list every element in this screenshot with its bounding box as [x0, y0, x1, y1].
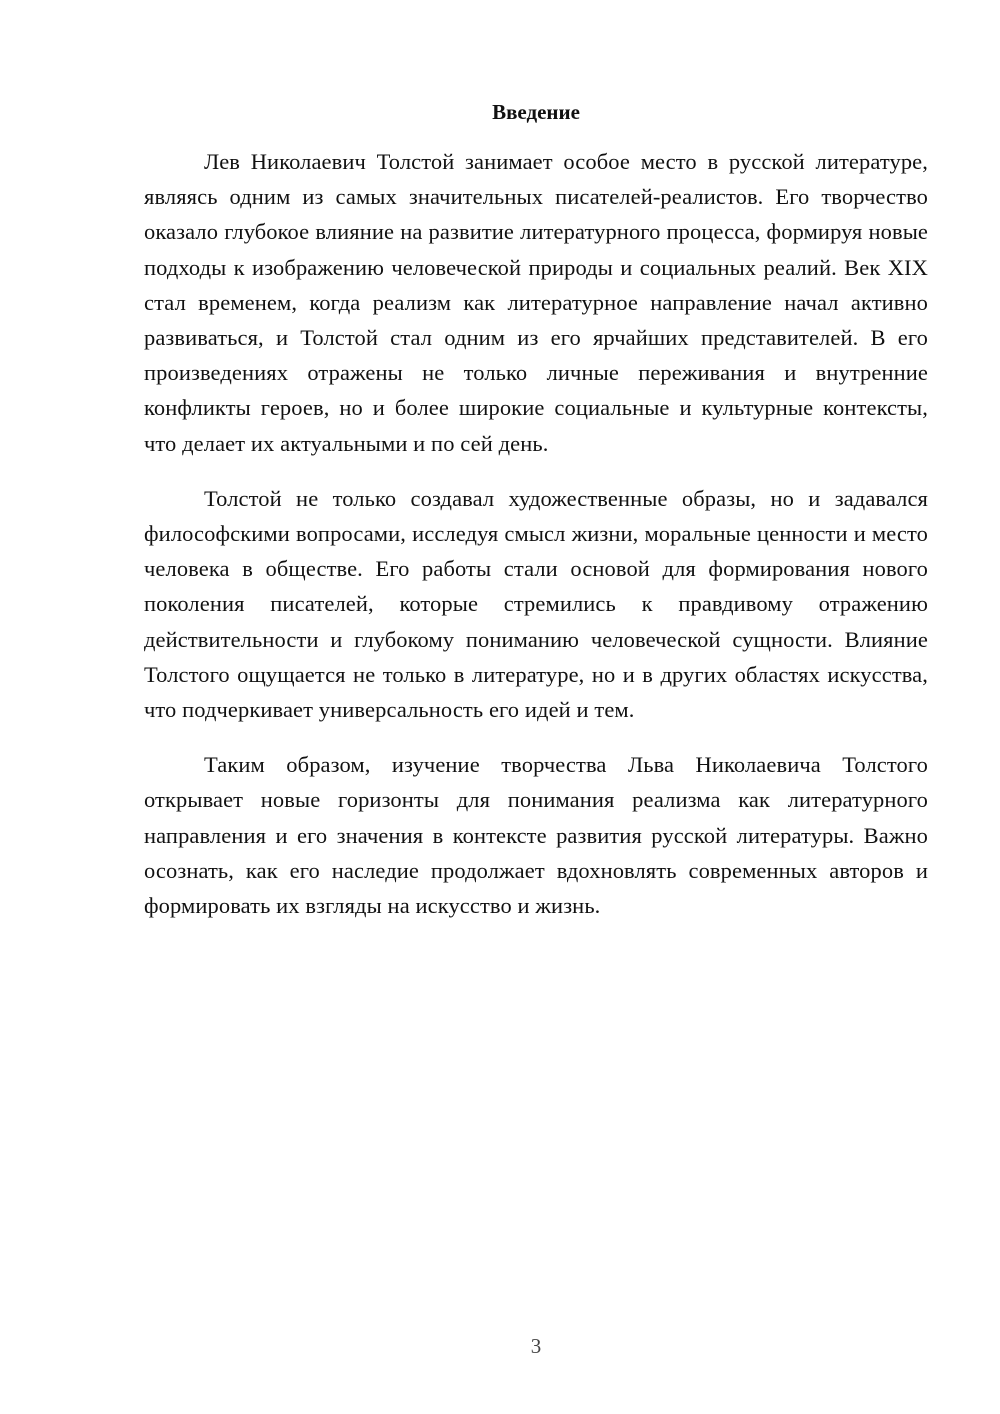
page-content [144, 96, 928, 943]
paragraph-1: Лев Николаевич Толстой занимает особое место в русской литературе, являясь одним из самых значительных писателей-реалистов. Его творчество оказало глубокое влияние на развитие литературного процесса, формируя новые подходы к изображению человеческой природы и социальных реалий. Век XIX стал временем, когда реализм как литературное направление начал активно развиваться, и Толстой стал одним из его ярчайших представителей. В его произведениях отражены не только личные переживания и внутренние конфликты героев, но и более широкие социальные и культурные контексты, что делает их актуальными и по сей день. [144, 149, 928, 456]
section-title: Введение [492, 100, 580, 124]
paragraph-2: Толстой не только создавал художественные образы, но и задавался философскими вопросами, исследуя смысл жизни, моральные ценности и место человека в обществе. Его работы стали основой для формирования нового поколения писателей, которые стремились к правдивому отражению действительности и глубокому пониманию человеческой сущности. Влияние Толстого ощущается не только в литературе, но и в других областях искусства, что подчеркивает универсальность его идей и тем. [144, 485, 928, 723]
page-number: 3 [530, 1334, 542, 1358]
paragraph-3: Таким образом, изучение творчества Льва Николаевича Толстого открывает новые горизонты для понимания реализма как литературного направления и его значения в контексте развития русской литературы. Важно осознать, как его наследие продолжает вдохновлять современных авторов и формировать их взгляды на искусство и жизнь. [144, 752, 928, 919]
